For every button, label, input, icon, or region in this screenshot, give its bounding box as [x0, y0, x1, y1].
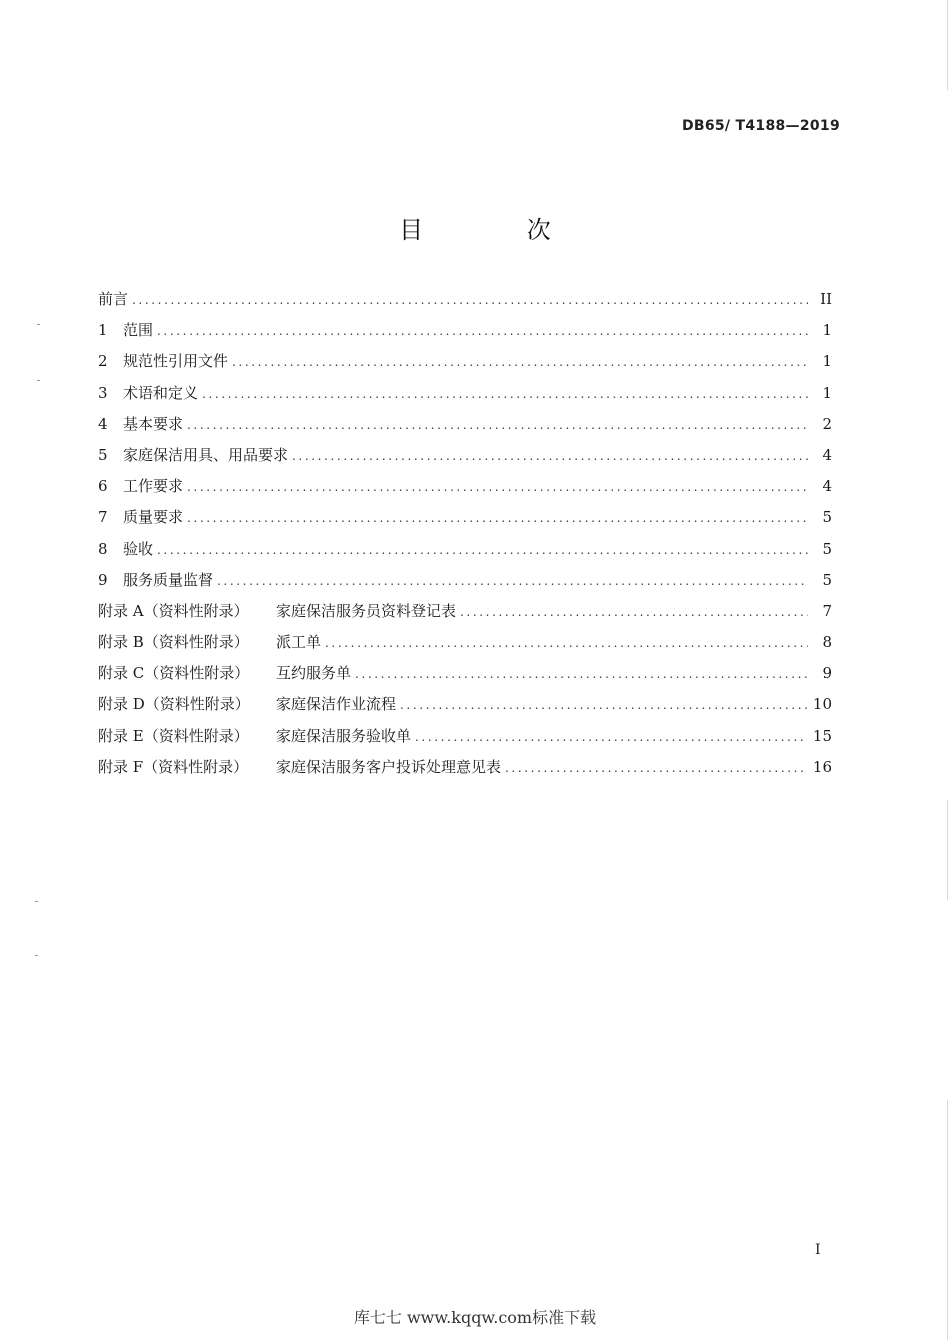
toc-entry[interactable]	[98, 538, 832, 569]
scan-speck	[35, 955, 38, 956]
toc-appendix-entry[interactable]	[98, 600, 832, 631]
toc-entry-label: 质量要求	[123, 508, 184, 527]
toc-appendix-entry[interactable]	[98, 693, 832, 724]
toc-entry-label: 家庭保洁服务客户投诉处理意见表	[276, 757, 502, 776]
scan-edge-line	[947, 1100, 948, 1340]
toc-entry-page: 16	[812, 757, 832, 776]
toc-entry-label: 验收	[123, 539, 154, 558]
toc-entry-label: 家庭保洁作业流程	[276, 695, 397, 714]
appendix-prefix: 附录 B（资料性附录）	[98, 633, 249, 652]
toc-leader-dots	[325, 636, 808, 650]
scan-edge-line	[947, 800, 948, 900]
toc-leader-dots	[187, 418, 808, 432]
toc-entry[interactable]	[98, 475, 832, 506]
toc-entry-page: 4	[822, 445, 832, 464]
toc-entry-page: 15	[812, 726, 832, 745]
toc-entry-number: 9	[98, 570, 108, 589]
toc-entry[interactable]	[98, 413, 832, 444]
toc-appendix-entry[interactable]	[98, 631, 832, 662]
toc-entry-label: 范围	[123, 321, 154, 340]
toc-entry-page: 2	[822, 414, 832, 433]
scan-edge-line	[947, 0, 948, 90]
toc-entry-label: 术语和定义	[123, 383, 199, 402]
appendix-prefix: 附录 E（资料性附录）	[98, 726, 249, 745]
appendix-prefix: 附录 D（资料性附录）	[98, 695, 250, 714]
toc-entry[interactable]	[98, 444, 832, 475]
toc-entry-label: 派工单	[276, 633, 322, 652]
toc-entry[interactable]	[98, 506, 832, 537]
toc-entry[interactable]	[98, 382, 832, 413]
toc-entry[interactable]	[98, 350, 832, 381]
toc-entry-page: 5	[822, 508, 832, 527]
toc-entry-number: 1	[98, 321, 108, 340]
toc-leader-dots	[355, 667, 808, 681]
toc-leader-dots	[232, 355, 808, 369]
toc-entry-number: 7	[98, 508, 108, 527]
toc-entry-label: 家庭保洁用具、用品要求	[123, 445, 289, 464]
toc-entry-label: 互约服务单	[276, 664, 352, 683]
toc-leader-dots	[157, 543, 808, 557]
toc-entry-number: 2	[98, 352, 108, 371]
toc-entry-foreword[interactable]	[98, 288, 832, 319]
watermark-text: 库七七 www.kqqw.com标准下载	[353, 1308, 597, 1327]
toc-entry-page: 4	[822, 477, 832, 496]
toc-entry[interactable]	[98, 569, 832, 600]
toc-entry[interactable]	[98, 319, 832, 350]
toc-entry-page: 1	[822, 321, 832, 340]
toc-entry-page: 5	[822, 570, 832, 589]
toc-entry-page: 9	[822, 664, 832, 683]
toc-leader-dots	[415, 730, 807, 744]
table-of-contents	[98, 288, 832, 787]
toc-entry-number: 3	[98, 383, 108, 402]
appendix-prefix: 附录 C（资料性附录）	[98, 664, 250, 683]
toc-entry-page: 8	[822, 633, 832, 652]
toc-entry-page: II	[820, 290, 832, 308]
toc-entry-label: 工作要求	[123, 477, 184, 496]
toc-leader-dots	[460, 605, 808, 619]
scan-speck	[37, 324, 40, 325]
toc-leader-dots	[292, 449, 808, 463]
toc-entry-number: 4	[98, 414, 108, 433]
appendix-prefix: 附录 A（资料性附录）	[98, 601, 249, 620]
toc-leader-dots	[132, 293, 808, 307]
toc-entry-label: 规范性引用文件	[123, 352, 229, 371]
toc-entry-label: 基本要求	[123, 414, 184, 433]
page-title: 目 次	[399, 216, 599, 244]
toc-leader-dots	[157, 324, 808, 338]
toc-entry-label: 服务质量监督	[123, 570, 214, 589]
toc-leader-dots	[505, 761, 807, 775]
toc-entry-page: 5	[822, 539, 832, 558]
toc-entry-page: 7	[822, 601, 832, 620]
toc-entry-label: 家庭保洁服务验收单	[276, 726, 412, 745]
toc-entry-label: 家庭保洁服务员资料登记表	[276, 601, 457, 620]
toc-leader-dots	[202, 387, 808, 401]
scan-speck	[37, 380, 40, 381]
document-code: DB65/ T4188—2019	[681, 118, 840, 134]
scan-speck	[35, 901, 38, 902]
toc-appendix-entry[interactable]	[98, 725, 832, 756]
toc-entry-page: 1	[822, 352, 832, 371]
toc-leader-dots	[400, 698, 807, 712]
toc-entry-number: 5	[98, 445, 108, 464]
appendix-prefix: 附录 F（资料性附录）	[98, 757, 249, 776]
toc-leader-dots	[187, 511, 808, 525]
toc-entry-number: 8	[98, 539, 108, 558]
toc-leader-dots	[187, 480, 808, 494]
toc-entry-number: 6	[98, 477, 108, 496]
page-number: I	[815, 1242, 821, 1258]
toc-entry-page: 10	[812, 695, 832, 714]
toc-appendix-entry[interactable]	[98, 756, 832, 787]
toc-leader-dots	[217, 574, 808, 588]
toc-appendix-entry[interactable]	[98, 662, 832, 693]
toc-entry-label: 前言	[98, 290, 129, 308]
toc-entry-page: 1	[822, 383, 832, 402]
